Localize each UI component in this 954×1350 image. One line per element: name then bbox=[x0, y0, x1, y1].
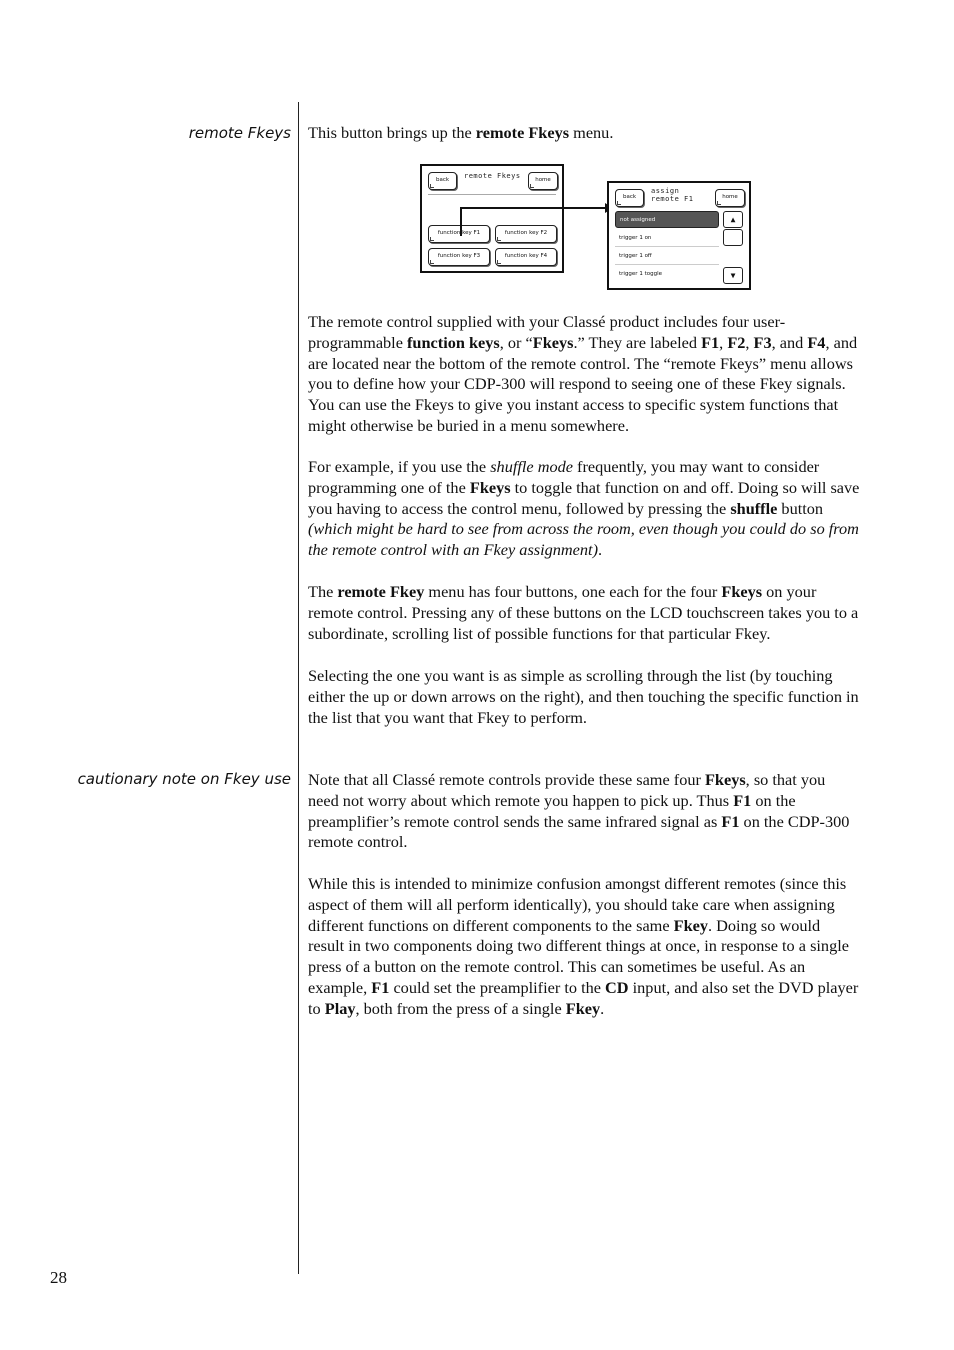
list-item-not-assigned[interactable]: not assigned bbox=[615, 211, 719, 228]
list-item-trigger-1-toggle[interactable]: trigger 1 toggle bbox=[619, 271, 662, 277]
function-key-f4-button[interactable]: function key F4 bbox=[495, 248, 557, 266]
paragraph-selecting: Selecting the one you want is as simple as scrolling through the list (by touching either the up or down arrows on the right), and then touching the specific function in the list that you want that Fkey to perform. bbox=[308, 666, 859, 727]
scroll-down-arrow-icon[interactable]: ▼ bbox=[723, 267, 743, 284]
function-key-f3-button[interactable]: function key F3 bbox=[428, 248, 490, 266]
connector-arrow bbox=[455, 200, 615, 240]
screen-title: remote Fkeys bbox=[464, 172, 521, 180]
list-item-trigger-1-off[interactable]: trigger 1 off bbox=[615, 248, 719, 265]
paragraph-caution: While this is intended to minimize confusion amongst different remotes (since this aspect of them will all perform identically), you should take care when assigning different functions on different components to the same Fkey. Doing so would result in two components doing two different things at once, in response to a single press of a button on the remote control. This can sometimes be useful. As an example, F1 could set the preamplifier to the CD input, and also set the DVD player to Play, both from the press of a single Fkey. bbox=[308, 874, 859, 1018]
function-key-f2-button[interactable]: function key F2 bbox=[495, 225, 557, 243]
back-button[interactable]: back bbox=[615, 189, 644, 207]
paragraph-shuffle-example: For example, if you use the shuffle mode frequently, you may want to consider programming one of the Fkeys to toggle that function on and off. Doing so will save you having to access the control menu, followed by pressing the shuffle button (which might be hard to see from across the room, even though you could do so from the remote control with an Fkey assignment). bbox=[308, 457, 860, 560]
paragraph-remote-fkey-menu: The remote Fkey menu has four buttons, one each for the four Fkeys on your remote control. Pressing any of these buttons on the LCD touchscreen takes you to a subordinate, scrolling list of possible functions for that particular Fkey. bbox=[308, 582, 859, 643]
divider bbox=[428, 194, 556, 195]
side-label-cautionary-note: cautionary note on Fkey use bbox=[77, 770, 291, 788]
home-button[interactable]: home bbox=[715, 189, 745, 207]
back-button[interactable]: back bbox=[428, 172, 457, 190]
side-label-remote-fkeys: remote Fkeys bbox=[188, 124, 291, 142]
scroll-up-arrow-icon[interactable]: ▲ bbox=[723, 211, 743, 228]
paragraph-classe-remotes: Note that all Classé remote controls provide these same four Fkeys, so that you need not worry about which remote you happen to pick up. Thus F1 on the preamplifier’s remote control sends the same infrared signal as F1 on the CDP-300 remote control. bbox=[308, 770, 850, 852]
page-number: 28 bbox=[50, 1268, 67, 1287]
scroll-track[interactable] bbox=[723, 229, 743, 246]
assign-remote-f1-screen bbox=[607, 181, 751, 290]
function-key-f1-button[interactable]: function key F1 bbox=[428, 225, 490, 243]
intro-paragraph: This button brings up the remote Fkeys menu. bbox=[308, 123, 614, 142]
column-rule bbox=[298, 102, 299, 1274]
paragraph-fkeys-intro: The remote control supplied with your Classé product includes four user-programmable function keys, or “Fkeys.” They are labeled F1, F2, F3, and F4, and are located near the bottom of the remote control. The “remote Fkeys” menu allows you to define how your CDP-300 will respond to seeing one of these Fkey signals. You can use the Fkeys to give you instant access to specific system functions that might otherwise be buried in a menu somewhere. bbox=[308, 312, 858, 435]
screen-title: assign remote F1 bbox=[651, 187, 694, 203]
home-button[interactable]: home bbox=[528, 172, 558, 190]
list-item-trigger-1-on[interactable]: trigger 1 on bbox=[615, 230, 719, 247]
